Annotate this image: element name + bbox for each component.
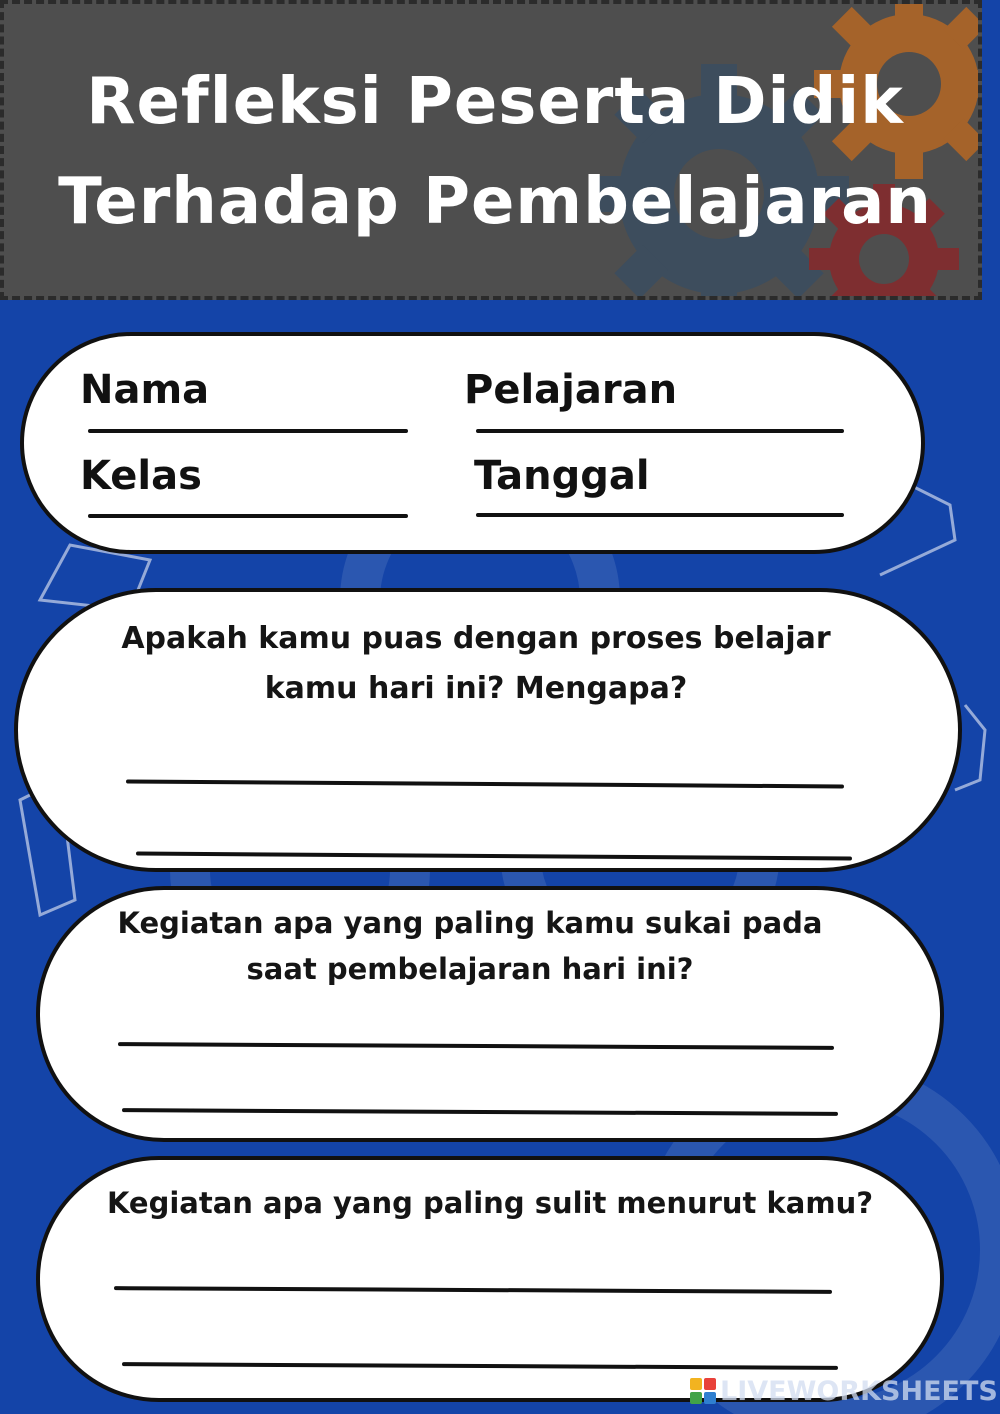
question-2-line-1: Kegiatan apa yang paling kamu sukai pada	[117, 906, 823, 940]
liveworksheets-watermark	[690, 1374, 998, 1408]
liveworksheets-logo-icon	[690, 1378, 716, 1404]
tanggal-answer-line[interactable]	[476, 513, 844, 517]
kelas-answer-line[interactable]	[88, 514, 408, 518]
question-1-line-1: Apakah kamu puas dengan proses belajar	[121, 621, 831, 656]
title-line-1: Refleksi Peserta Didik	[86, 65, 904, 139]
watermark-text: LIVEWORKSHEETS	[720, 1375, 998, 1407]
question-2-line-2: saat pembelajaran hari ini?	[246, 952, 694, 986]
question-card-1	[14, 588, 962, 872]
question-3-answer-line-2[interactable]	[122, 1362, 838, 1370]
question-1-line-2: kamu hari ini? Mengapa?	[264, 671, 688, 706]
kelas-label: Kelas	[80, 453, 202, 499]
question-3-answer-line-1[interactable]	[114, 1286, 832, 1294]
title-line-2: Terhadap Pembelajaran	[58, 165, 932, 239]
question-3-line-1: Kegiatan apa yang paling sulit menurut kamu?	[106, 1186, 874, 1220]
nama-label: Nama	[80, 367, 210, 413]
question-card-3	[36, 1156, 944, 1402]
student-info-card	[20, 332, 925, 554]
nama-answer-line[interactable]	[88, 429, 408, 433]
question-2-answer-line-2[interactable]	[122, 1108, 838, 1116]
pelajaran-label: Pelajaran	[464, 367, 678, 413]
question-1-answer-line-2[interactable]	[136, 852, 852, 861]
page-title	[4, 52, 982, 252]
header-banner	[0, 0, 982, 300]
tanggal-label: Tanggal	[474, 453, 650, 499]
question-1-answer-line-1[interactable]	[126, 779, 844, 788]
pelajaran-answer-line[interactable]	[476, 429, 844, 433]
question-card-2	[36, 886, 944, 1142]
question-2-answer-line-1[interactable]	[118, 1042, 834, 1050]
